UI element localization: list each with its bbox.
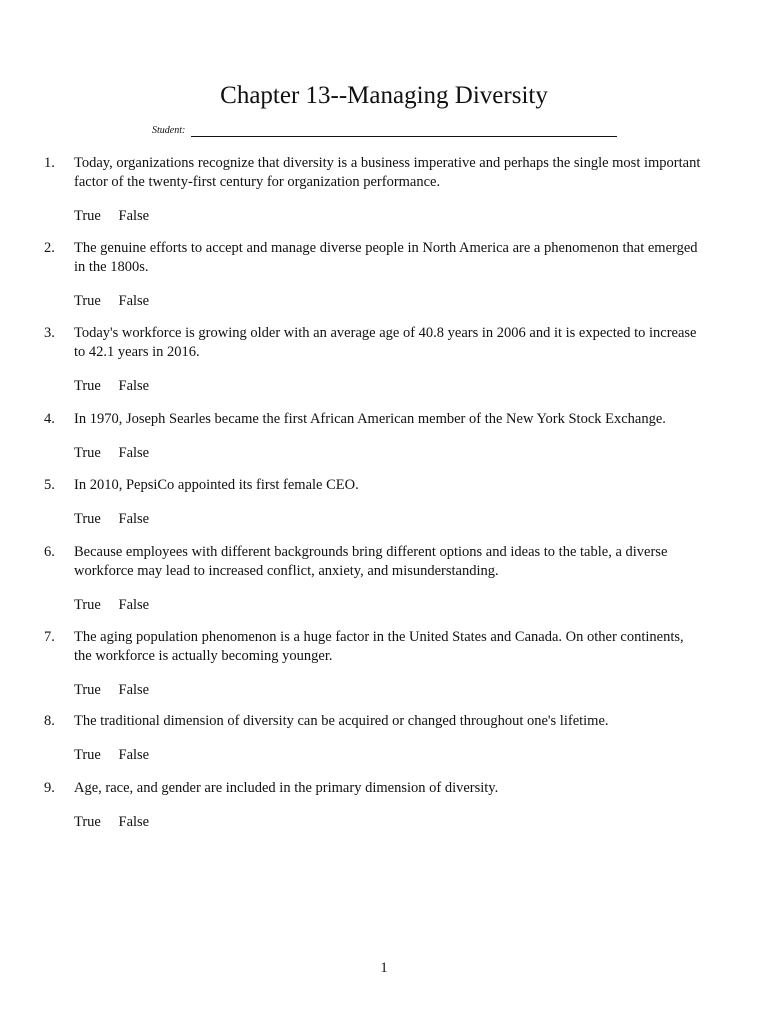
answer-options: [74, 596, 704, 615]
option-false: False: [118, 208, 150, 224]
answer-options: [74, 813, 704, 832]
option-true: True: [74, 293, 101, 309]
option-false: False: [118, 445, 150, 461]
question-text: The genuine efforts to accept and manage diverse people in North America are a phenomenon that emerged in the 1800s.: [74, 240, 698, 275]
question-text: The traditional dimension of diversity can be acquired or changed throughout one's lifetime.: [74, 713, 609, 729]
option-true: True: [74, 511, 101, 527]
answer-options: [74, 207, 704, 226]
option-true: True: [74, 378, 101, 394]
question-number: 7.: [44, 629, 55, 645]
question-text: In 2010, PepsiCo appointed its first female CEO.: [74, 477, 359, 493]
question-number: 5.: [44, 477, 55, 493]
question-text: Because employees with different backgrounds bring different options and ideas to the table, a diverse workforce may lead to increased conflict, anxiety, and misunderstanding.: [74, 544, 668, 579]
question-number: 4.: [44, 411, 55, 427]
question-8: [44, 712, 704, 765]
question-6: [44, 543, 704, 615]
answer-options: [74, 444, 704, 463]
option-false: False: [118, 511, 150, 527]
option-true: True: [74, 814, 101, 830]
question-1: [44, 154, 704, 226]
question-number: 6.: [44, 544, 55, 560]
option-true: True: [74, 445, 101, 461]
option-false: False: [118, 378, 150, 394]
question-number: 8.: [44, 713, 55, 729]
question-text: Today's workforce is growing older with an average age of 40.8 years in 2006 and it is expected to increase to 42.1 years in 2016.: [74, 325, 697, 360]
student-label: Student:: [152, 125, 186, 136]
student-name-row: [152, 124, 622, 140]
question-4: [44, 410, 704, 463]
option-true: True: [74, 682, 101, 698]
option-true: True: [74, 208, 101, 224]
question-number: 1.: [44, 155, 55, 171]
question-9: [44, 779, 704, 832]
answer-options: [74, 292, 704, 311]
question-5: [44, 476, 704, 529]
answer-options: [74, 377, 704, 396]
page-title: Chapter 13--Managing Diversity: [220, 82, 548, 109]
answer-options: [74, 510, 704, 529]
student-name-line: [191, 136, 617, 137]
question-text: The aging population phenomenon is a huge factor in the United States and Canada. On other continents, the workforce is actually becoming younger.: [74, 629, 684, 664]
question-text: In 1970, Joseph Searles became the first African American member of the New York Stock Exchange.: [74, 411, 666, 427]
question-number: 9.: [44, 780, 55, 796]
question-text: Today, organizations recognize that diversity is a business imperative and perhaps the single most important factor of the twenty-first century for organization performance.: [74, 155, 701, 190]
page-number: 1: [380, 960, 388, 976]
question-number: 3.: [44, 325, 55, 341]
option-false: False: [118, 293, 150, 309]
option-true: True: [74, 747, 101, 763]
answer-options: [74, 681, 704, 700]
question-2: [44, 239, 704, 311]
option-false: False: [118, 747, 150, 763]
option-false: False: [118, 597, 150, 613]
option-false: False: [118, 682, 150, 698]
question-text: Age, race, and gender are included in the primary dimension of diversity.: [74, 780, 499, 796]
answer-options: [74, 746, 704, 765]
option-true: True: [74, 597, 101, 613]
question-3: [44, 324, 704, 396]
question-number: 2.: [44, 240, 55, 256]
question-7: [44, 628, 704, 700]
option-false: False: [118, 814, 150, 830]
